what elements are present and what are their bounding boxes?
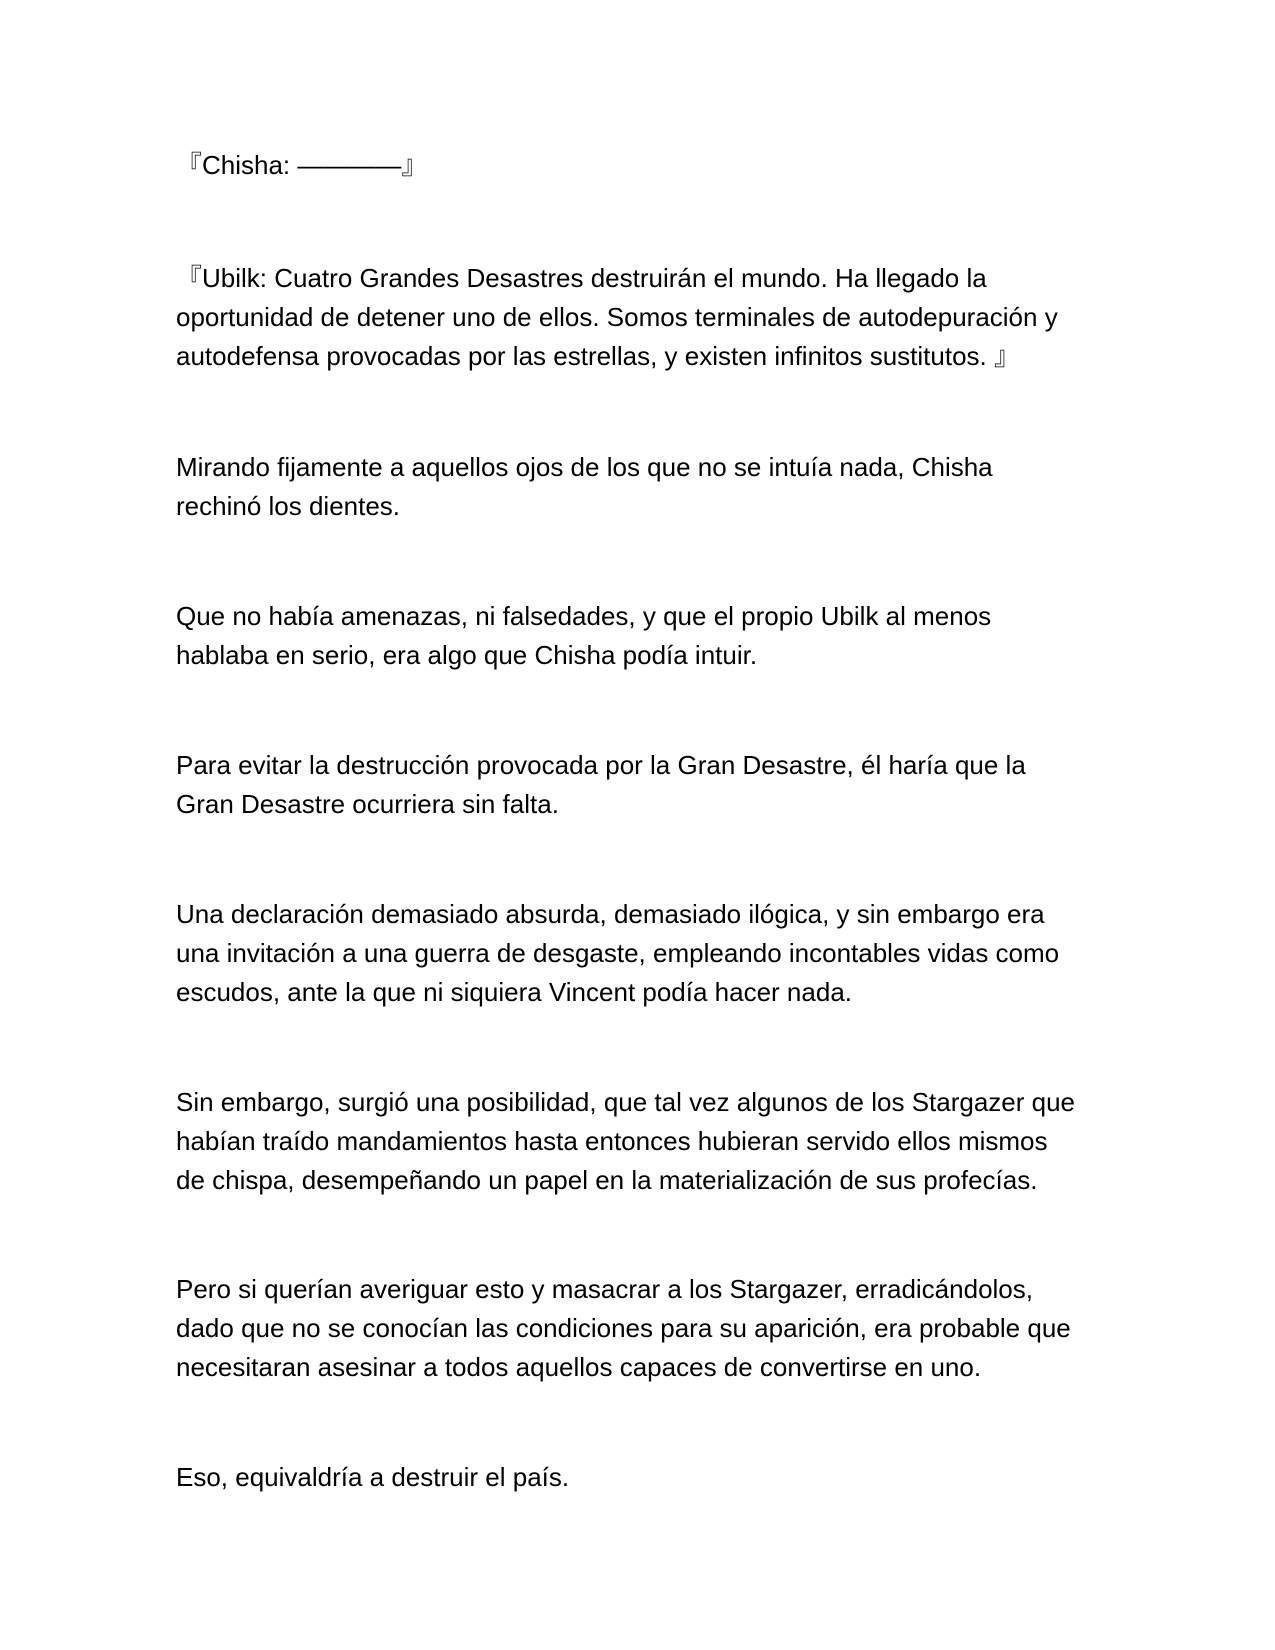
text-line: Pero si querían averiguar esto y masacrar a los Stargazer, erradicándolos,	[176, 1274, 1033, 1304]
paragraph-narration	[176, 1270, 1096, 1387]
paragraph-narration	[176, 597, 1096, 675]
text-line: Mirando fijamente a aquellos ojos de los que no se intuía nada, Chisha	[176, 452, 993, 482]
text-line: habían traído mandamientos hasta entonces hubieran servido ellos mismos	[176, 1126, 1048, 1156]
text-line: de chispa, desempeñando un papel en la materialización de sus profecías.	[176, 1165, 1038, 1195]
text-line: escudos, ante la que ni siquiera Vincent podía hacer nada.	[176, 977, 852, 1007]
text-line: Eso, equivaldría a destruir el país.	[176, 1462, 570, 1492]
text-line: hablaba en serio, era algo que Chisha podía intuir.	[176, 640, 758, 670]
text-line: 『Chisha: ――――』	[176, 150, 428, 180]
paragraph-chisha-dialogue	[176, 146, 1096, 185]
paragraph-narration	[176, 895, 1096, 1012]
paragraph-narration	[176, 746, 1096, 824]
text-line: necesitaran asesinar a todos aquellos capaces de convertirse en uno.	[176, 1352, 982, 1382]
text-line: una invitación a una guerra de desgaste, empleando incontables vidas como	[176, 938, 1060, 968]
text-line: Una declaración demasiado absurda, demasiado ilógica, y sin embargo era	[176, 899, 1045, 929]
paragraph-ubilk-dialogue	[176, 259, 1096, 376]
text-line: rechinó los dientes.	[176, 491, 401, 521]
paragraph-narration	[176, 1083, 1096, 1200]
paragraph-narration	[176, 1458, 1096, 1497]
text-line: Gran Desastre ocurriera sin falta.	[176, 789, 559, 819]
text-line: oportunidad de detener uno de ellos. Somos terminales de autodepuración y	[176, 302, 1058, 332]
text-line: Para evitar la destrucción provocada por la Gran Desastre, él haría que la	[176, 750, 1026, 780]
text-line: Que no había amenazas, ni falsedades, y que el propio Ubilk al menos	[176, 601, 992, 631]
text-line: Sin embargo, surgió una posibilidad, que tal vez algunos de los Stargazer que	[176, 1087, 1076, 1117]
paragraph-narration	[176, 448, 1096, 526]
text-line: dado que no se conocían las condiciones para su aparición, era probable que	[176, 1313, 1071, 1343]
text-line: autodefensa provocadas por las estrellas, y existen infinitos sustitutos. 』	[176, 341, 1020, 371]
text-line: 『Ubilk: Cuatro Grandes Desastres destruirán el mundo. Ha llegado la	[176, 263, 987, 293]
